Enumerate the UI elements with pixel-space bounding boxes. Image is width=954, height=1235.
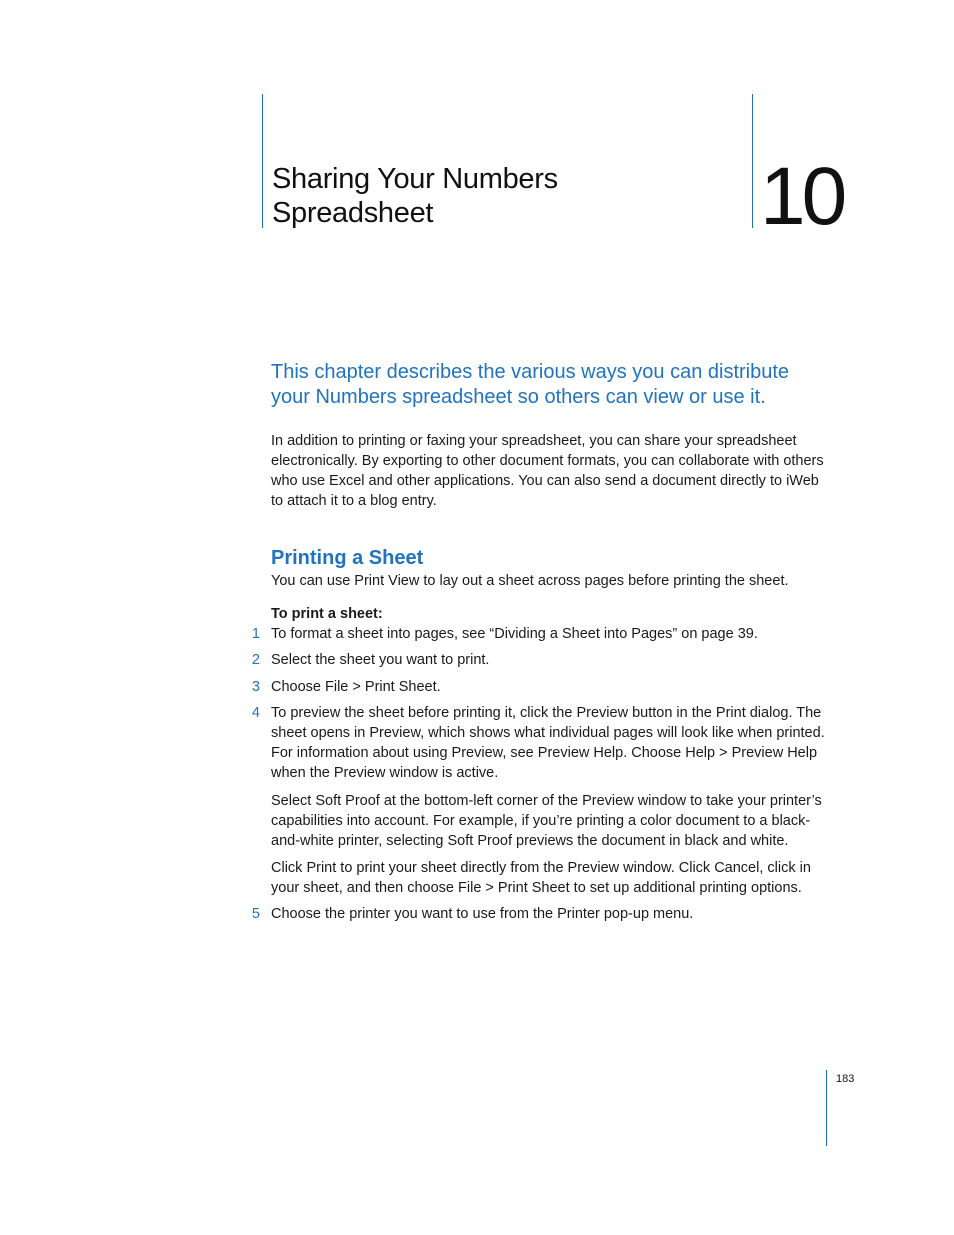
chapter-title-line2: Spreadsheet — [272, 197, 434, 229]
chapter-title — [272, 162, 732, 230]
chapter-intro-lead: This chapter describes the various ways you can distribute your Numbers spreadsheet so others can view or use it. — [271, 361, 790, 408]
step-number: 4 — [251, 705, 260, 721]
step-text: Choose File > Print Sheet. — [271, 679, 441, 695]
page-number: 183 — [836, 1073, 855, 1085]
step-text: To format a sheet into pages, see “Dividing a Sheet into Pages” on page 39. — [271, 626, 758, 642]
footer-rule — [826, 1070, 827, 1146]
step-text: Select the sheet you want to print. — [271, 652, 490, 668]
section-paragraph: You can use Print View to lay out a sheet across pages before printing the sheet. — [271, 573, 789, 589]
step-number: 2 — [251, 652, 260, 668]
section-heading: Printing a Sheet — [271, 547, 424, 569]
step-text: Choose the printer you want to use from the Printer pop-up menu. — [271, 906, 694, 922]
step-number: 3 — [251, 679, 260, 695]
step-4-note-soft-proof: Select Soft Proof at the bottom-left corner of the Preview window to take your printer’s capabilities into account. For example, if you’re printing a color document to a black-and-white printer, selecting Soft Proof previews the document in black and white. — [271, 793, 822, 849]
intro-paragraph: In addition to printing or faxing your spreadsheet, you can share your spreadsheet electronically. By exporting to other document formats, you can collaborate with others who use Excel and other applications. You can also send a document directly to iWeb to attach it to a blog entry. — [271, 433, 824, 509]
step-4-note-print: Click Print to print your sheet directly from the Preview window. Click Cancel, click in your sheet, and then choose File > Print Sheet to set up additional printing options. — [271, 860, 811, 896]
chapter-title-line1: Sharing Your Numbers — [272, 163, 558, 195]
chapter-number-rule — [752, 94, 753, 228]
step-number: 5 — [251, 906, 260, 922]
step-text: To preview the sheet before printing it, click the Preview button in the Print dialog. The sheet opens in Preview, which shows what individual pages will look like when printed. For information about using Preview, see Preview Help. Choose Help > Preview Help when the Preview window is active. — [271, 705, 825, 781]
chapter-number: 10 — [760, 151, 844, 242]
chapter-title-rule — [262, 94, 263, 228]
step-number: 1 — [251, 626, 260, 642]
task-heading: To print a sheet: — [271, 606, 383, 622]
